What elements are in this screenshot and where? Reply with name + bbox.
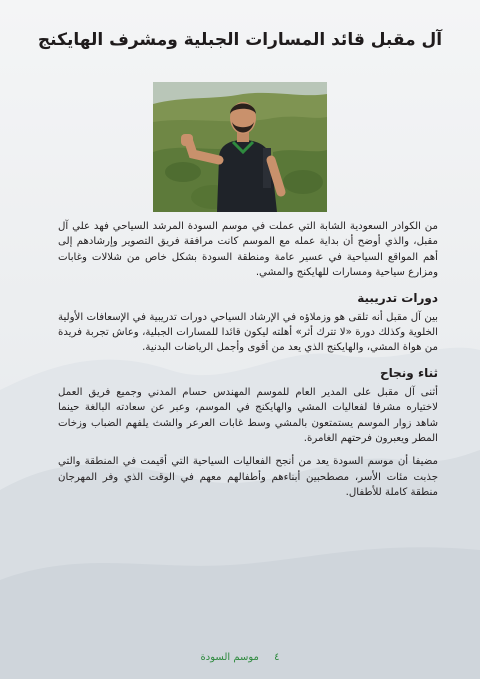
page-title: آل مقبل قائد المسارات الجبلية ومشرف الهايكنج	[37, 30, 443, 50]
article-body	[58, 219, 438, 501]
page-number: ٤	[274, 652, 280, 663]
page-footer	[0, 652, 480, 663]
intro-paragraph: من الكوادر السعودية الشابة التي عملت في موسم السودة المرشد السياحي فهد علي آل مقبل، والذي أوضح أن بداية عمله مع الموسم كانت مرافقة فريق التصوير وإرشادهم إلى أهم المواقع السياحية في عسير عامة ومنطقة السودة بشكل خاص من شلالات وغابات ومزارع سياحية ومسارات للهايكنج والمشي.	[58, 221, 438, 279]
footer-label: موسم السودة	[200, 652, 259, 663]
closing-paragraph: مضيفا أن موسم السودة يعد من أنجح الفعاليات السياحية التي أقيمت في المنطقة والتي جذبت مئات الأسر، مصطحبين أبناءهم وأطفالهم معهم في الوقت الذي وفر المهرجان منطقة كاملة للأطفال.	[58, 456, 438, 499]
training-paragraph: بين آل مقبل أنه تلقى هو وزملاؤه في الإرشاد السياحي دورات تدريبية في الإسعافات الأولية الخلوية وكذلك دورة «لا تترك أثر» أهلته ليكون قائدا للمسارات الجبلية، وعاش تجربة فريدة من هواة المشي، والهايكنج الذي يعد من أقوى وأجمل الرياضات البدنية.	[58, 311, 438, 354]
guide-photo	[153, 82, 327, 212]
praise-paragraph: أثنى آل مقبل على المدير العام للموسم المهندس حسام المدني وجميع فريق العمل لاختياره مشرفا لفعاليات المشي والهايكنج في الموسم، وعبر عن سعادته البالغة حينما شاهد زوار الموسم يستمتعون بالمشي وسط غابات العرعر والشث يلفهم الضباب وزخات المطر ويعبرون فرحتهم الغامرة.	[58, 386, 438, 445]
section-heading-training: دورات تدريبية	[357, 290, 438, 305]
section-heading-praise: ثناء ونجاح	[380, 365, 438, 380]
